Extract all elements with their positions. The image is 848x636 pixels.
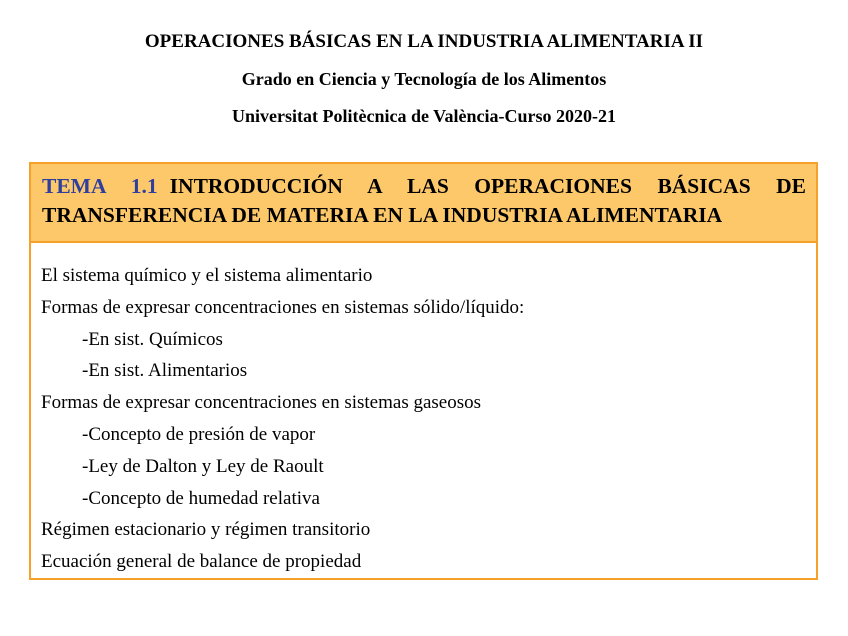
university-course: Universitat Politècnica de València-Curso 2020-21 bbox=[232, 106, 616, 126]
list-subitem: -En sist. Alimentarios bbox=[82, 360, 248, 382]
list-subitem: -Concepto de humedad relativa bbox=[82, 487, 320, 509]
topic-title: INTRODUCCIÓN A LAS OPERACIONES BÁSICAS DE TRANSFERENCIA DE MATERIA EN LA INDUSTRIA ALIMENTARIA bbox=[42, 174, 806, 227]
topic-number: TEMA 1.1 bbox=[42, 174, 158, 198]
list-subitem: -En sist. Químicos bbox=[82, 328, 223, 350]
topic-contents-list bbox=[41, 260, 524, 578]
list-item: El sistema químico y el sistema alimentario bbox=[41, 265, 373, 286]
degree-name: Grado en Ciencia y Tecnología de los Alimentos bbox=[241, 69, 607, 89]
list-subitem: -Ley de Dalton y Ley de Raoult bbox=[82, 455, 324, 477]
course-title: OPERACIONES BÁSICAS EN LA INDUSTRIA ALIMENTARIA II bbox=[144, 31, 704, 52]
topic-box bbox=[29, 162, 818, 580]
list-item: Formas de expresar concentraciones en sistemas sólido/líquido: bbox=[41, 296, 525, 318]
list-item: Formas de expresar concentraciones en sistemas gaseosos bbox=[41, 392, 482, 414]
list-item: Ecuación general de balance de propiedad bbox=[41, 551, 362, 573]
list-item: Régimen estacionario y régimen transitorio bbox=[41, 519, 371, 541]
topic-heading bbox=[42, 172, 806, 230]
list-subitem: -Concepto de presión de vapor bbox=[82, 423, 316, 445]
topic-title-bar bbox=[31, 164, 816, 243]
